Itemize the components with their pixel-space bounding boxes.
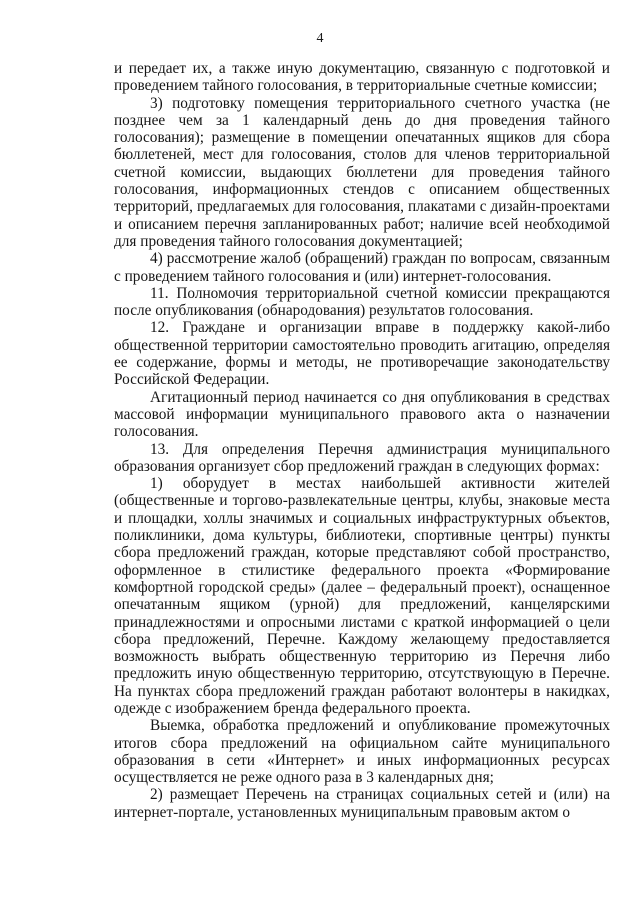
- paragraph-continuation: и передает их, а также иную документацию, связанную с подготовкой и проведением тайного голосования, в территориальные счетные комиссии;: [114, 60, 610, 95]
- paragraph-clause-12: 12. Граждане и организации вправе в поддержку какой-либо общественной территории самостоятельно проводить агитацию, определяя ее содержание, формы и методы, не противоречащие законодательству Российской Федерации.: [114, 319, 610, 389]
- paragraph-item-4: 4) рассмотрение жалоб (обращений) граждан по вопросам, связанным с проведением тайного голосования и (или) интернет-голосования.: [114, 250, 610, 285]
- paragraph-collection: Выемка, обработка предложений и опубликование промежуточных итогов сбора предложений на официальном сайте муниципального образования в сети «Интернет» и иных информационных ресурсах осуществляется не реже одного раза в 3 календарных дня;: [114, 717, 610, 787]
- page-number: 4: [316, 31, 324, 46]
- paragraph-clause-11: 11. Полномочия территориальной счетной комиссии прекращаются после опубликования (обнародования) результатов голосования.: [114, 284, 610, 320]
- paragraph-clause-13: 13. Для определения Перечня администрация муниципального образования организует сбор предложений граждан в следующих формах:: [114, 440, 610, 475]
- paragraph-form-2: 2) размещает Перечень на страницах социальных сетей и (или) на интернет-портале, установленных муниципальным правовым актом о: [114, 786, 610, 821]
- paragraph-agitation-period: Агитационный период начинается со дня опубликования в средствах массовой информации муниципального правового акта о назначении голосования.: [114, 388, 610, 441]
- document-body: [114, 60, 610, 821]
- paragraph-item-3: 3) подготовку помещения территориального счетного участка (не позднее чем за 1 календарный день до дня проведения тайного голосования); размещение в помещении опечатанных ящиков для сбора бюллетеней, мест для голосования, столов для членов территориальной счетной комиссии, выдающих бюллетени для проведения тайного голосования, информационных стендов с описанием общественных территорий, предлагаемых для голосования, плакатами с дизайн-проектами и описанием перечня запланированных работ; наличие всей необходимой для проведения тайного голосования документацией;: [114, 94, 610, 250]
- paragraph-form-1: 1) оборудует в местах наибольшей активности жителей (общественные и торгово-развлекательные центры, клубы, знаковые места и площадки, холлы значимых и социальных инфраструктурных объектов, поликлиники, дома культуры, библиотеки, спортивные центры) пункты сбора предложений граждан, которые представляют собой пространство, оформленное в стилистике федерального проекта «Формирование комфортной городской среды» (далее – федеральный проект), оснащенное опечатанным ящиком (урной) для предложений, канцелярскими принадлежностями и опросными листами с краткой информацией о цели сбора предложений, Перечне. Каждому желающему предоставляется возможность выбрать общественную территорию из Перечня либо предложить иную общественную территорию, отсутствующую в Перечне. На пунктах сбора предложений граждан работают волонтеры в накидках, одежде с изображением бренда федерального проекта.: [114, 475, 610, 717]
